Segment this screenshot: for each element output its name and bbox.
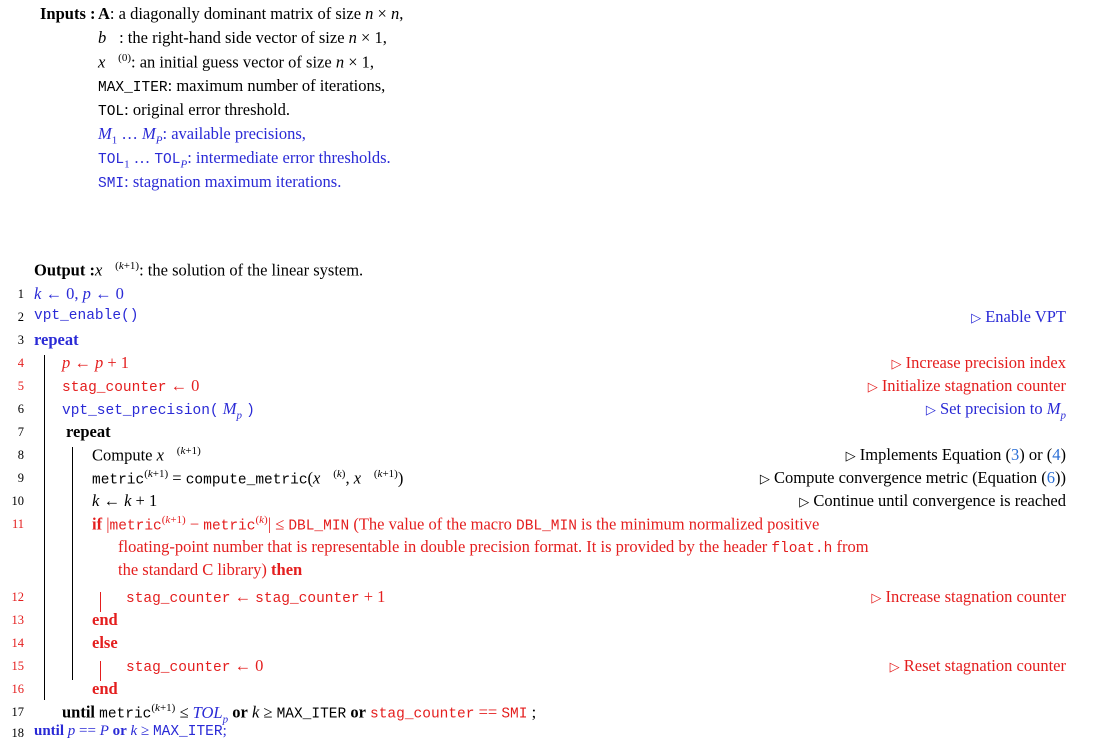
line-2-code: vpt_enable() <box>34 308 139 324</box>
line-7-code: repeat <box>66 422 111 441</box>
input-item-tol: TOL: original error threshold. <box>98 100 290 120</box>
line-10-comment: ▷ Continue until convergence is reached <box>799 491 1066 510</box>
line-number: 14 <box>11 636 24 650</box>
line-15-comment: ▷ Reset stagnation counter <box>889 656 1066 675</box>
line-number: 9 <box>17 471 24 485</box>
line-number: 7 <box>17 425 24 439</box>
line-4-code: p ← p + 1 <box>62 353 130 372</box>
line-2-comment: ▷ Enable VPT <box>971 307 1066 326</box>
line-4-comment: ▷ Increase precision index <box>891 353 1066 372</box>
else-bar <box>100 661 101 681</box>
if-bar <box>100 592 101 612</box>
line-14-code: else <box>92 633 118 652</box>
repeat-outer-bar <box>44 355 45 700</box>
line-5-comment: ▷ Initialize stagnation counter <box>867 376 1066 395</box>
input-item-smi: SMI: stagnation maximum iterations. <box>98 172 342 192</box>
line-3-code: repeat <box>34 330 79 349</box>
line-number: 2 <box>17 310 24 324</box>
line-18-code: until p == P or k ≥ MAX_ITER; <box>34 723 227 740</box>
line-number: 15 <box>11 659 24 673</box>
line-5-code: stag_counter ← 0 <box>62 376 200 396</box>
line-16-code: end <box>92 679 118 698</box>
line-11-code-a: if |metric$^{(k+1)}$ − metric$^{(k)}$| ≤ DBL_MIN (The value of the macro DBL_MIN is the minimum normalized positive <box>92 514 820 535</box>
input-item-a: A: a diagonally dominant matrix of size n × n, <box>98 4 404 23</box>
line-10-code: k ← k + 1 <box>92 491 158 510</box>
line-number: 8 <box>17 448 24 462</box>
line-8-code: Compute x⃗$^{(k+1)}$ <box>92 445 201 465</box>
line-number: 17 <box>11 705 24 719</box>
line-number: 12 <box>11 590 24 604</box>
line-number: 10 <box>11 494 24 508</box>
line-number: 3 <box>17 333 24 347</box>
line-12-code: stag_counter ← stag_counter + 1 <box>126 587 386 607</box>
line-number: 6 <box>17 402 24 416</box>
line-6-comment: ▷ Set precision to $M_p$ <box>925 399 1066 422</box>
line-12-comment: ▷ Increase stagnation counter <box>871 587 1066 606</box>
output-line: Output :x⃗$^{(k+1)}$: the solution of the linear system. <box>34 260 364 280</box>
line-17-code: until metric$^{(k+1)}$ ≤ $TOL_p$ or k ≥ MAX_ITER or stag_counter == SMI ; <box>62 702 537 725</box>
line-number: 11 <box>11 517 24 531</box>
inputs-label: Inputs : <box>40 4 96 23</box>
input-item-max-iter: MAX_ITER: maximum number of iterations, <box>98 76 386 96</box>
line-9-code: metric$^{(k+1)}$ = compute_metric(x⃗$^{(k)}$, x⃗$^{(k+1)}$) <box>92 468 404 489</box>
input-item-x0: x⃗$^{(0)}$: an initial guess vector of size n × 1, <box>98 52 375 72</box>
line-1-code: k ← 0, p ← 0 <box>34 284 124 303</box>
line-13-code: end <box>92 610 118 629</box>
line-number: 16 <box>11 682 24 696</box>
line-15-code: stag_counter ← 0 <box>126 656 264 676</box>
line-number: 4 <box>17 356 24 370</box>
line-number: 18 <box>11 726 24 740</box>
input-item-precisions: $M_1$ … $M_P$: available precisions, <box>98 124 306 147</box>
input-item-b: b⃗: the right-hand side vector of size n × 1, <box>98 28 387 47</box>
input-item-tols: $TOL_1$ … $TOL_P$: intermediate error thresholds. <box>98 148 391 171</box>
line-number: 1 <box>17 287 24 301</box>
line-8-comment: ▷ Implements Equation (3) or (4) <box>845 445 1066 464</box>
line-number: 13 <box>11 613 24 627</box>
repeat-inner-bar <box>72 447 73 680</box>
line-11-code-c: the standard C library) then <box>118 560 303 579</box>
line-6-code: vpt_set_precision( $M_p$ ) <box>62 399 255 422</box>
line-11-code-b: floating-point number that is representable in double precision format. It is provided by the header float.h from <box>118 537 869 557</box>
line-number: 5 <box>17 379 24 393</box>
line-9-comment: ▷ Compute convergence metric (Equation (6)) <box>759 468 1066 487</box>
